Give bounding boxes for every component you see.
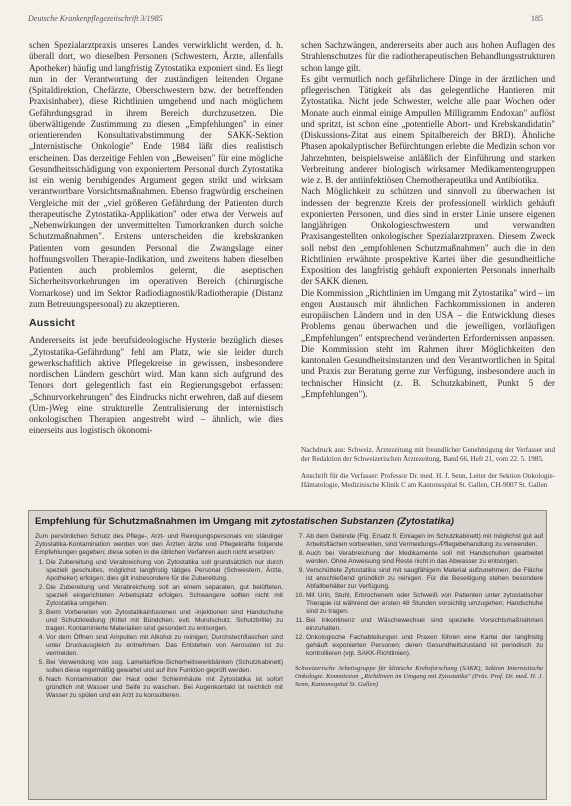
- body-paragraph: Andererseits ist jede berufsideologische Hysterie bezüglich dieses „Zytostatika-Gefährdung" fehl am Platz, wie sie leider durch gewerkschaftlich aktive Pflegekreise in gewissen, insbesondere nordischen Ländern geschürt wird. Man kann sich aufgrund des Tenors dort gelegentlich fast ein Regierungsgebot erfassen: „Schnurvorkehrungen" des Eindrucks nicht erwehren, daß auf diesem (Um-)Weg eine strukturelle Zentralisierung der internistisch onkologischen Therapien angestrebt wird – ähnlich, wie dies einerseits aus logistisch ökonomi-: [29, 335, 283, 436]
- list-item: 2. Die Zubereitung und Verabreichung soll an einem separaten, gut belüfteten, speziell eingerichteten Arbeitsplatz erfolgen. Schwangere sollten nicht mit Zytostatika umgehen.: [46, 584, 283, 609]
- page-number: 185: [531, 14, 543, 23]
- list-item: 10. Mit Urin, Stuhl, Erbrochenem oder Schweiß von Patienten unter zytostatischer Therapie ist während der ersten 48 Stunden vorsichtig umzugehen; Handschuhe sind zu tragen.: [306, 592, 543, 617]
- list-item: 1. Die Zubereitung und Verabreichung von Zytostatika soll grundsätzlich nur durch speziell geschultes, möglichst langfristig tätiges Personal (Schwestern, Ärzte, Apotheker) erfolgen; dies gilt insbesondere für die Zubereitung.: [46, 559, 283, 584]
- section-heading: Aussicht: [29, 317, 75, 329]
- box-title-italic: zytostatischen Substanzen (Zytostatika): [271, 516, 454, 527]
- list-item: 12. Onkologische Fachabteilungen und Praxen führen eine Kartei der langfristig gehäuft exponierten Personen; deren Gesundheitszustand ist periodisch zu kontrollieren (vgl. SAKK-Richtlinien).: [306, 634, 543, 659]
- body-paragraph: schen Sachzwängen, andererseits aber auch aus hohen Auflagen des Strahlenschutzes für die radiotherapeutischen Behandlungsstrukturen schon lange gilt.: [301, 40, 555, 73]
- box-title: [35, 516, 454, 527]
- body-paragraph: schen Spezialarztpraxis unseres Landes verwirklicht werden, d. h. überall dort, wo dieselben Personen (Schwestern, Ärzte, allenfalls Apotheker) häufig und langfristig Zytostatika exponiert sind. Es liegt nun in der Verantwortung der zuständigen leitenden Organe (Spitaldirektion, Chefärzte, Oberschwestern bzw. der betreffenden Praxisinhaber), diese Richtlinien umgehend und nach möglichem Gefährdungsgrad in ihrem Bereich durchzusetzen. Die überwältigende Zustimmung zu diesen „Empfehlungen" in einer orientierenden Konsultativabstimmung der SAKK-Sektion „Internistische Onkologie" Ende 1984 läßt dies realistisch erscheinen. Das derzeitige Fehlen von „Beweisen" für eine mögliche Gesundheitsschädigung von exponiertem Personal durch Zytostatika ist ein wenig beruhigendes Argument gegen strikt und wirksam verantwortbare Vorsichtsmaßnahmen. Ebenso fragwürdig erscheinen Vergleiche mit der „viel größeren Gefährdung der Patienten durch therapeutische Zytostatika-Applikation" oder etwa der Verweis auf „Nebenwirkungen der unvermittelten Tumorkranken durch solche Schutzmaßnahmen". Erstens unterscheiden die krebskranken Patienten vom gesunden Personal die Zwangslage einer hoffnungsvollen Therapie-Indikation, und zweitens haben dieselben Patienten auch problemlos gelernt, die aseptischen Sicherheitsvorkehrungen im operativen Bereich (chirurgische Vornarkose) und im Sektor Radiodiagnostik/Radiotherapie (Distanz zum Betreuungspersonal) zu akzeptieren.: [29, 40, 283, 309]
- list-item: 11. Bei Inkontinenz und Wäschewechsel sind spezielle Vorsichtsmaßnahmen einzuhalten.: [306, 617, 543, 633]
- page-header: [28, 14, 543, 26]
- box-title-main: Empfehlung für Schutzmaßnahmen im Umgang mit: [35, 516, 269, 527]
- list-item: 8. Auch bei Verabreichung der Medikamente soll mit Handschuhen gearbeitet werden. Ohne Anweisung sind Reste nicht in das Abwasser zu entsorgen.: [306, 550, 543, 566]
- reprint-note: Nachdruck aus: Schweiz. Ärztezeitung mit freundlicher Genehmigung der Verfasser und der Redaktion der Schweizerischen Ärztezeitung, Band 66, Heft 21, vom 22. 5. 1985.: [301, 446, 555, 463]
- body-paragraph: Die Kommission „Richtlinien im Umgang mit Zytostatika" wird – im engen Austausch mit ähnlichen Fachkommissionen in anderen europäischen Ländern und in den USA – die Entwicklung dieses Problems genau überwachen und die jeweiligen, vorläufigen „Empfehlungen" entsprechend veränderten Erfordernissen anpassen. Die Kommission steht im Rahmen ihrer Möglichkeiten den kantonalen Gesundheitsinstanzen und den Verantwortlichen in Spital und Praxis zur Beratung gerne zur Verfügung, insbesondere auch in technischer Hinsicht (z. B. Schutzkabinett, Punkt 5 der „Empfehlungen").: [301, 287, 555, 399]
- body-paragraph: Nach Möglichkeit zu schützen und sinnvoll zu überwachen ist indessen der begrenzte Kreis der professionell wirklich gehäuft exponierten Personen, und dies sind in erster Linie unsere eigenen langjährigen Onkologieschwestern und verwandten Praxisangestellten onkologischer Spezialarztpraxen. Diesem Zweck soll nebst den „empfohlenen Schutzmaßnahmen" auch die in den Richtlinien erwähnte prospektive Kartei über die gesundheitliche Exposition des langfristig gehäuft exponierten Personals innerhalb der SAKK dienen.: [301, 186, 555, 287]
- list-item: 4. Vor dem Öffnen sind Ampullen mit Alkohol zu reinigen; Durchstechflaschen sind unter Druckausgleich zu entnehmen. Das Entstehen von Aerosolen ist zu vermeiden.: [46, 634, 283, 659]
- journal-title: Deutsche Krankenpflegezeitschrift 3/1985: [28, 14, 163, 23]
- recommendation-list: [35, 559, 283, 701]
- box-left-column: [35, 533, 283, 701]
- recommendations-box: [28, 510, 547, 800]
- author-address: Anschrift für die Verfasser: Professor Dr. med. H. J. Senn, Leiter der Sektion Onkologie-Hämatologie, Medizinische Klinik C am Kantonsspital St. Gallen, CH-9007 St. Gallen: [301, 472, 555, 489]
- list-item: 5. Bei Verwendung von sog. Lamellarflow-Sicherheitswerkbänken (Schutzkabinett) sollen diese regelmäßig gewartet und auf ihre Funktion geprüft werden.: [46, 659, 283, 675]
- box-right-column: [295, 533, 543, 689]
- left-column: [29, 40, 283, 437]
- recommendation-list: [295, 533, 543, 659]
- list-item: 9. Verschüttete Zytostatika sind mit saugfähigem Material aufzunehmen; die Fläche ist anschließend gründlich zu reinigen. Für die Beseitigung stehen besondere Abfallbehälter zur Verfügung.: [306, 567, 543, 592]
- box-intro: Zum persönlichen Schutz des Pflege-, Arzt- und Reinigungspersonals vor ständiger Zytostatika-Kontamination werden von den Ärzten ärzte und Pflegekräfte folgende Empfehlungen gegeben; diese sollen in die üblichen Verfahren auch nicht ersetzen:: [35, 533, 283, 557]
- body-paragraph: Es gibt vermutlich noch gefährlichere Dinge in der ärztlichen und pflegerischen Tätigkeit als das gelegentliche Hantieren mit Zytostatika. Nicht jede Schwester, welche alle paar Wochen oder Monate auch einmal einige Ampullen Milligramm Endoxan" auflöst und spritzt, ist schon eine „potentielle Abort- und Krebskandidatin" (Diskussions-Zitat aus einem Spitalbereich der BRD). Ähnliche Phasen apokalyptischer Befürchtungen erlebte die Medizin schon vor Jahrzehnten, beispielsweise anläßlich der Einführung und starken Verbreitung anderer biologisch wirksamer Medikamentengruppen wie z. B. der antiinfektiösen Chemotherapeutika und Antibiotika.: [301, 73, 555, 185]
- box-source: Schweizerische Arbeitsgruppe für klinische Krebsforschung (SAKK), Sektion Internistische Onkologie. Kommission „Richtlinien im Umgang mit Zytostatika" (Präs. Prof. Dr. med. H. J. Senn, Kantonsspital St. Gallen): [295, 664, 543, 688]
- list-item: 7. Ab dem Gebinde (Flg. Ersatz fl. Einlagen im Schutzkabinett) mit möglichst gut auf Arbeitsflächen vorbereiten, sind Vermeidungs-/Pflegebehandlung zu verwenden.: [306, 533, 543, 549]
- right-column: [301, 40, 555, 400]
- list-item: 6. Nach Kontamination der Haut oder Schleimhäute mit Zytostatika ist sofort gründlich mit Wasser und Seife zu waschen. Bei Augenkontakt ist reichlich mit Wasser zu spülen und ein Arzt zu konsultieren.: [46, 676, 283, 701]
- list-item: 3. Beim Vorbereiten von Zytostatikainfusionen und -injektionen sind Handschuhe und Schutzkleidung (Kittel mit Bündchen, evtl. Mundschutz, Schutzbrille) zu tragen. Kontaminierte Materialien sind gesondert zu entsorgen.: [46, 609, 283, 634]
